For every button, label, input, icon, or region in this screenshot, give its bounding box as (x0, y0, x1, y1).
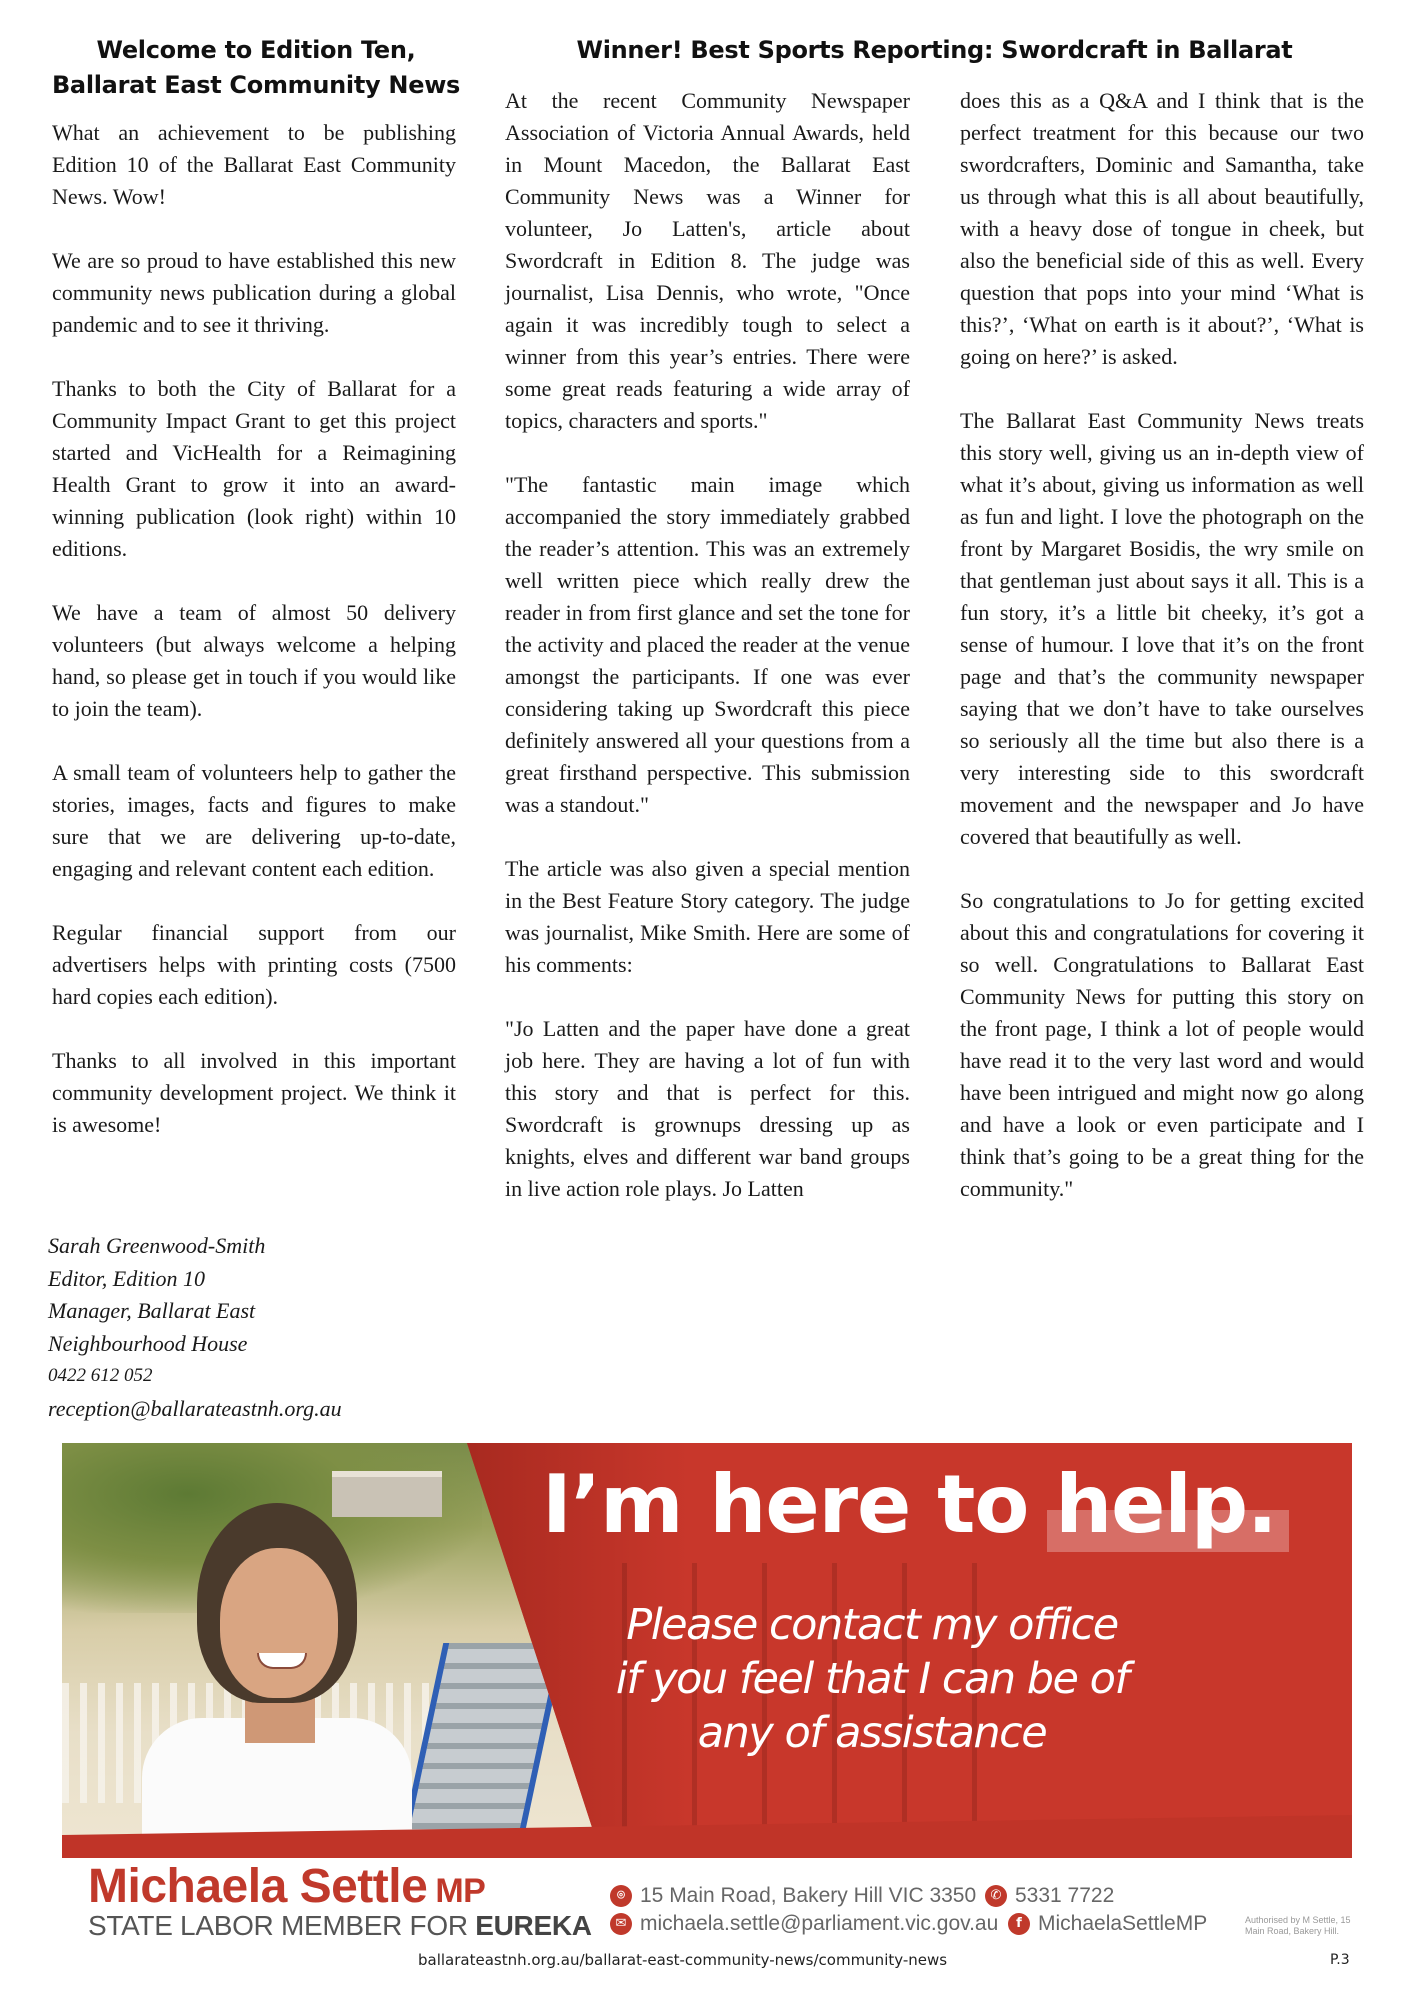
editor-phone: 0422 612 052 (48, 1365, 153, 1386)
page-number: P.3 (1330, 1952, 1350, 1968)
paragraph: "Jo Latten and the paper have done a great job here. They are having a lot of fun with this story and that is perfect for this. Swordcraft is grownups dressing up as knights, elves and different war band groups in live action role plays. Jo Latten (505, 1016, 910, 1201)
right-article-body-1 (505, 85, 910, 1237)
paragraph: The Ballarat East Community News treats this story well, giving us an in-depth view of what it’s about, giving us information as well as fun and light. I love the photograph on the front by Margaret Bosidis, the wry smile on that gentleman just about says it all. This is a fun story, it’s a little bit cheeky, it’s got a sense of humour. I love that it’s on the front page and that’s the community newspaper saying that we don’t have to take ourselves so seriously all the time but also there is a very interesting side to this swordcraft movement and the newspaper and Jo have covered that beautifully as well. (960, 408, 1364, 849)
editor-name: Sarah Greenwood-Smith (48, 1233, 266, 1258)
paragraph: A small team of volunteers help to gather the stories, images, facts and figures to make sure that we are delivering up-to-date, engaging and relevant content each edition. (52, 760, 456, 881)
paragraph: We are so proud to have established this new community news publication during a global pandemic and to see it thriving. (52, 248, 456, 337)
paragraph: Regular financial support from our advertisers helps with printing costs (7500 hard copies each edition). (52, 920, 456, 1009)
ad-headline-main: I’m here to (542, 1458, 1056, 1551)
mp-phone[interactable]: ✆ 5331 7722 (985, 1883, 1114, 1909)
paragraph: Thanks to all involved in this important community development project. We think it is awesome! (52, 1048, 456, 1137)
editor-signoff (48, 1230, 468, 1425)
paragraph: What an achievement to be publishing Edition 10 of the Ballarat East Community News. Wow! (52, 120, 456, 209)
playground-stairs (401, 1643, 566, 1843)
mp-name: Michaela Settle MP (88, 1860, 486, 1913)
authorisation-note: Authorised by M Settle, 15 Main Road, Bakery Hill. (1245, 1915, 1351, 1936)
ad-sub-line: if you feel that I can be of (615, 1654, 1129, 1704)
electorate: EUREKA (475, 1910, 592, 1941)
ad-sub-line: Please contact my office (626, 1600, 1118, 1650)
ad-headline-emphasis: help. (1055, 1455, 1276, 1555)
phone-icon: ✆ (985, 1885, 1007, 1907)
mp-portrait (142, 1503, 402, 1858)
paragraph: The article was also given a special mention in the Best Feature Story category. The judge was journalist, Mike Smith. Here are some of his comments: (505, 856, 910, 977)
editor-role: Editor, Edition 10 (48, 1265, 206, 1291)
editor-email[interactable]: reception@ballarateastnh.org.au (48, 1395, 342, 1421)
left-article-body (52, 117, 456, 1173)
mp-advertisement-banner (62, 1443, 1352, 1858)
editor-role: Neighbourhood House (48, 1330, 248, 1356)
mp-address: ⌾ 15 Main Road, Bakery Hill VIC 3350 (610, 1883, 976, 1909)
ad-subheading (592, 1598, 1152, 1760)
paragraph: Thanks to both the City of Ballarat for a Community Impact Grant to get this project started and VicHealth for a Reimagining Health Grant to grow it into an award-winning publication (look right) within 10 editions. (52, 376, 456, 561)
mp-facebook[interactable]: f MichaelaSettleMP (1008, 1911, 1207, 1937)
left-title-line2: Ballarat East Community News (51, 71, 461, 99)
mp-role: STATE LABOR MEMBER FOR EUREKA (88, 1910, 592, 1941)
paragraph: At the recent Community Newspaper Association of Victoria Annual Awards, held in Mount Macedon, the Ballarat East Community News was a Winner for volunteer, Jo Latten's, article about Swordcraft in Edition 8. The judge was journalist, Lisa Dennis, who wrote, "Once again it was incredibly tough to select a winner from this year’s entries. There were some great reads featuring a wide array of topics, characters and sports." (505, 88, 910, 433)
left-title-line1: Welcome to Edition Ten, (96, 36, 416, 64)
editor-role: Manager, Ballarat East (48, 1298, 256, 1323)
mp-suffix: MP (435, 1872, 486, 1910)
mp-email[interactable]: ✉ michaela.settle@parliament.vic.gov.au (610, 1911, 998, 1937)
facebook-icon: f (1008, 1913, 1030, 1935)
location-pin-icon: ⌾ (610, 1885, 632, 1907)
right-article-body-2 (960, 85, 1364, 1237)
left-article-title (40, 33, 472, 103)
ad-sub-line: any of assistance (697, 1708, 1047, 1758)
paragraph: does this as a Q&A and I think that is the perfect treatment for this because our two swordcrafters, Dominic and Samantha, take us through what this is all about beautifully, with a heavy dose of tongue in cheek, but also the beneficial side of this as well. Every question that pops into your mind ‘What is this?’, ‘What on earth is it about?’, ‘What is going on here?’ is asked. (960, 88, 1364, 369)
paragraph: "The fantastic main image which accompanied the story immediately grabbed the reader’s attention. This was an extremely well written piece which really drew the reader in from first glance and set the tone for the activity and placed the reader at the venue amongst the participants. If one was ever considering taking up Swordcraft this piece definitely answered all your questions from a great firsthand perspective. This submission was a standout." (505, 472, 910, 817)
paragraph: We have a team of almost 50 delivery volunteers (but always welcome a helping hand, so please get in touch if you would like to join the team). (52, 600, 456, 721)
right-article-title: Winner! Best Sports Reporting: Swordcraft in Ballarat (576, 36, 1293, 64)
ad-headline (542, 1455, 1277, 1555)
footer-url[interactable]: ballarateastnh.org.au/ballarat-east-community-news/community-news (418, 1951, 948, 1969)
paragraph: So congratulations to Jo for getting excited about this and congratulations for covering it so well. Congratulations to Ballarat East Community News for putting this story on the front page, I think a lot of people would have read it to the very last word and would have been intrigued and might now go along and have a look or even participate and I think that’s going to be a great thing for the community." (960, 888, 1364, 1201)
envelope-icon: ✉ (610, 1913, 632, 1935)
